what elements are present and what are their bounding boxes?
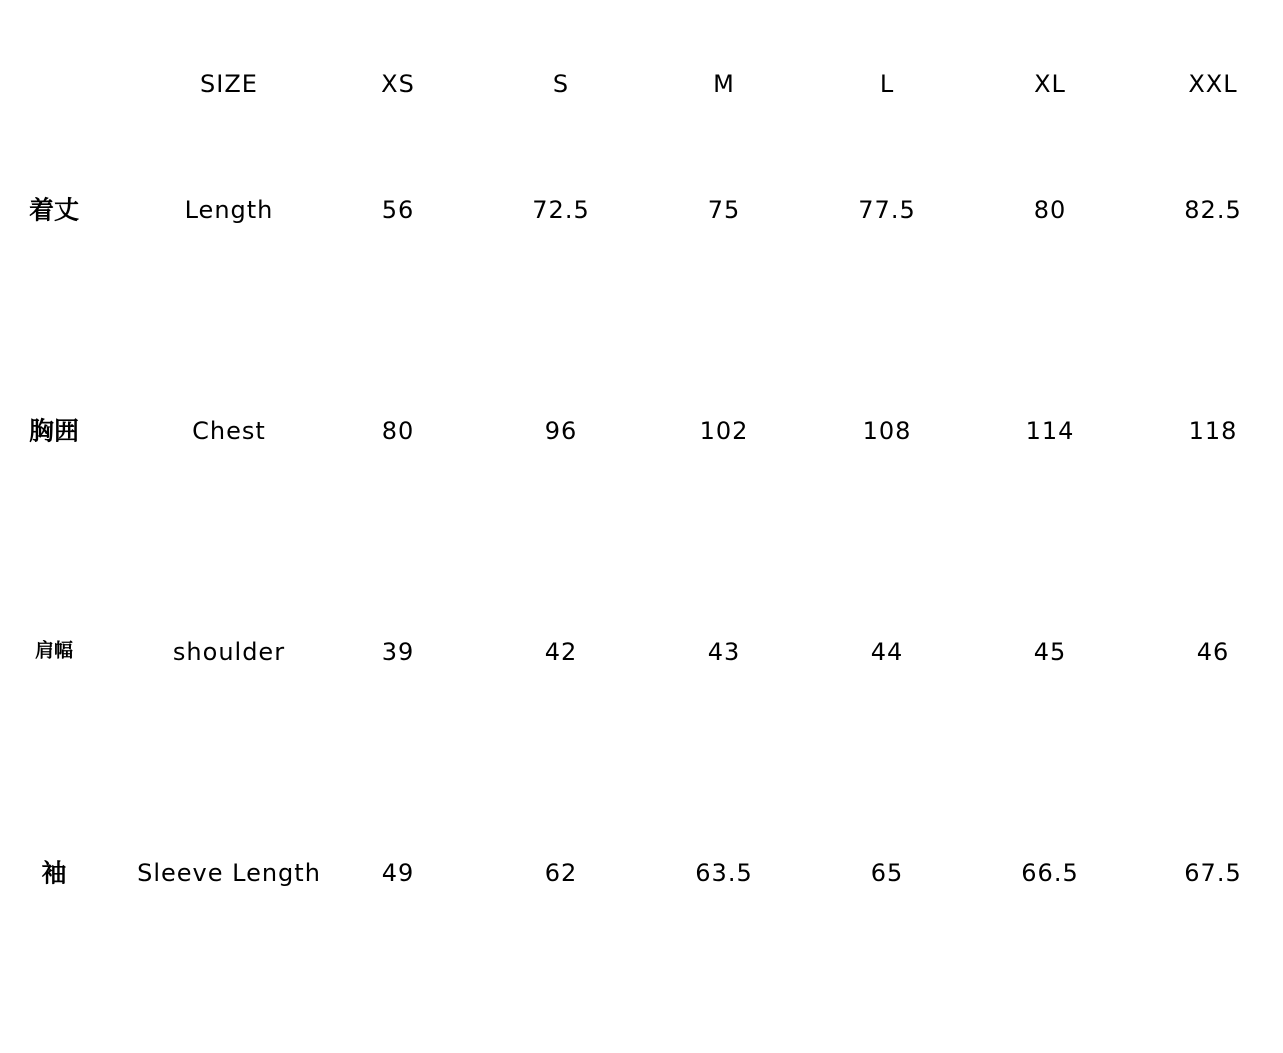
- row-en-label: Sleeve Length: [137, 859, 321, 887]
- table-cell: 82.5: [1184, 196, 1242, 224]
- table-cell: 42: [544, 638, 578, 666]
- size-header-xxl: XXL: [1188, 70, 1238, 98]
- table-cell: 45: [1033, 638, 1067, 666]
- table-cell: 65: [870, 859, 904, 887]
- table-cell: 108: [862, 417, 912, 445]
- table-cell: 67.5: [1184, 859, 1242, 887]
- size-header-l: L: [879, 70, 895, 98]
- row-jp-label: 胸囲: [28, 416, 80, 446]
- row-en-label: Chest: [192, 417, 266, 445]
- table-cell: 62: [544, 859, 578, 887]
- table-cell: 39: [381, 638, 415, 666]
- table-cell: 80: [381, 417, 415, 445]
- table-cell: 44: [870, 638, 904, 666]
- row-jp-label: 肩幅: [34, 639, 74, 662]
- size-header-label: SIZE: [200, 70, 258, 98]
- row-en-label: Length: [184, 196, 274, 224]
- size-header-xs: XS: [381, 70, 415, 98]
- table-cell: 102: [699, 417, 749, 445]
- size-header-xl: XL: [1034, 70, 1066, 98]
- table-cell: 56: [381, 196, 415, 224]
- row-jp-label: 着丈: [28, 195, 80, 225]
- table-cell: 114: [1025, 417, 1075, 445]
- table-cell: 46: [1196, 638, 1230, 666]
- table-cell: 118: [1188, 417, 1238, 445]
- table-cell: 75: [707, 196, 741, 224]
- table-cell: 43: [707, 638, 741, 666]
- table-cell: 63.5: [695, 859, 753, 887]
- row-jp-label: 袖: [41, 858, 67, 888]
- table-cell: 49: [381, 859, 415, 887]
- table-cell: 77.5: [858, 196, 916, 224]
- table-cell: 66.5: [1021, 859, 1079, 887]
- table-cell: 80: [1033, 196, 1067, 224]
- row-en-label: shoulder: [172, 638, 286, 666]
- size-header-s: S: [552, 70, 570, 98]
- table-cell: 96: [544, 417, 578, 445]
- size-header-m: M: [713, 70, 735, 98]
- table-cell: 72.5: [532, 196, 590, 224]
